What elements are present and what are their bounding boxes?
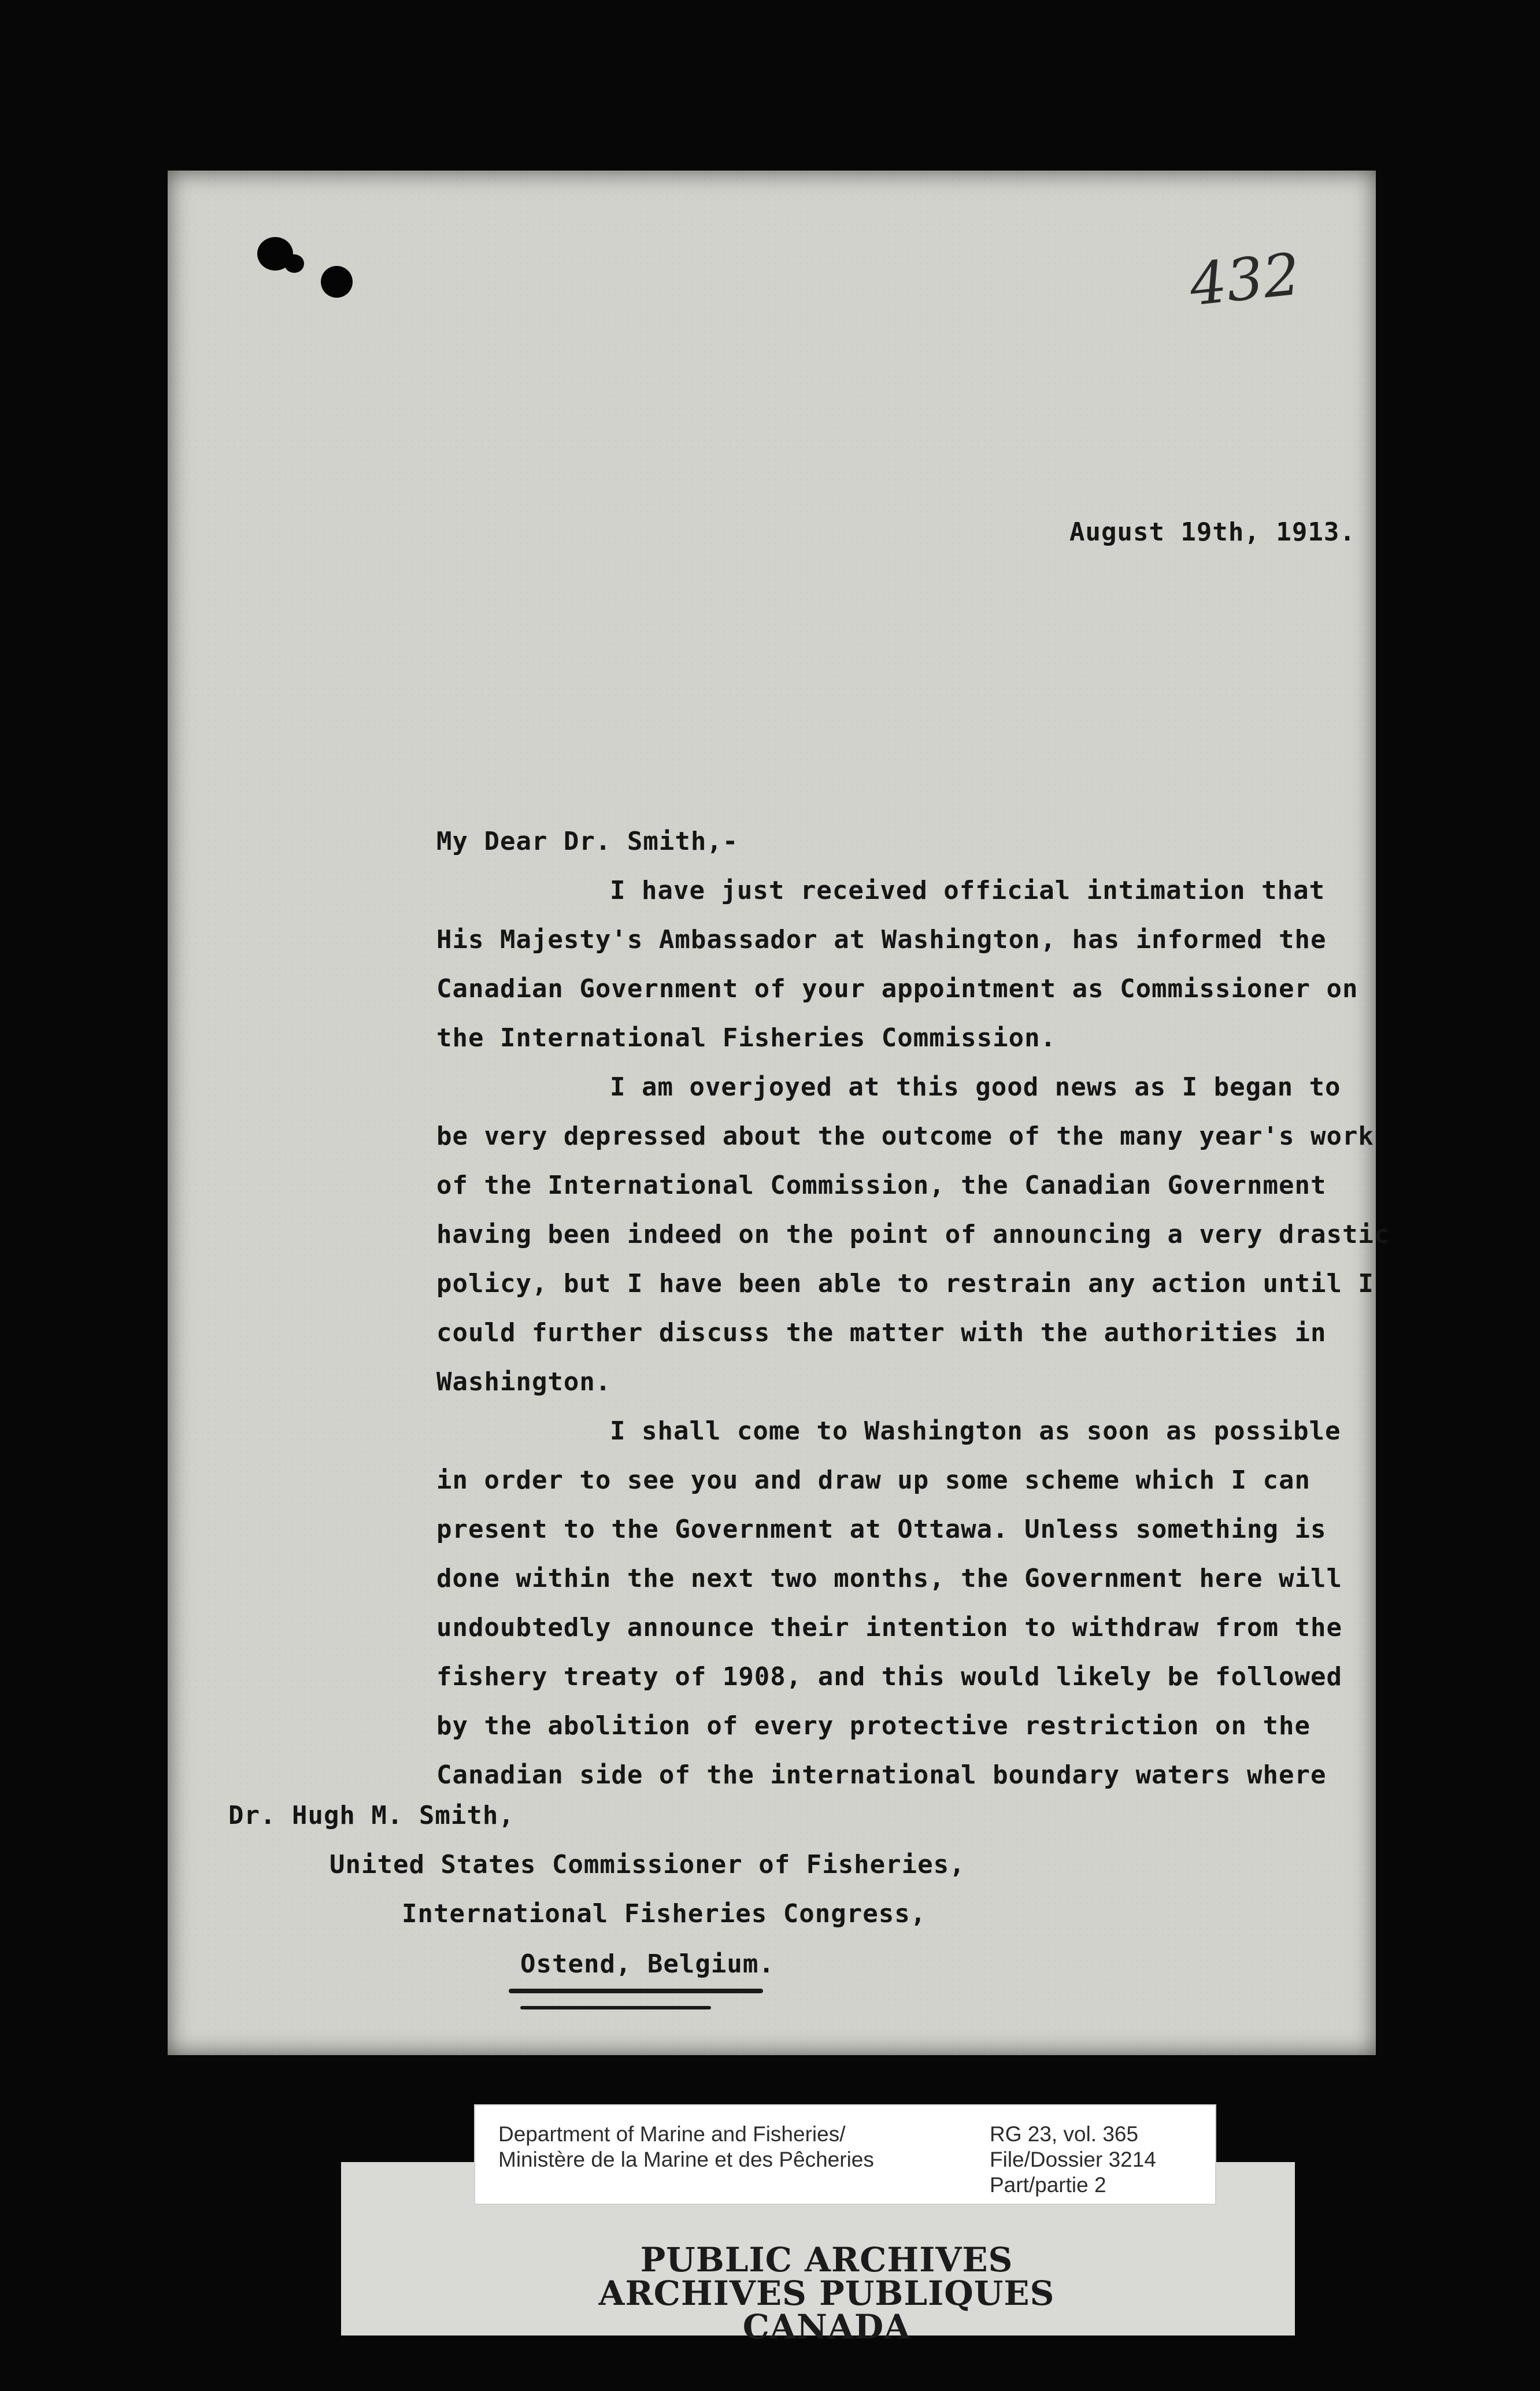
punch-hole-3	[321, 266, 353, 298]
body-line: present to the Government at Ottawa. Unless something is	[436, 1515, 1327, 1544]
part-number: Part/partie 2	[990, 2173, 1106, 2197]
record-group: RG 23, vol. 365	[990, 2122, 1139, 2146]
public-archives-stamp	[567, 2240, 1087, 2346]
salutation: My Dear Dr. Smith,-	[436, 827, 739, 856]
addressee-location: Ostend, Belgium.	[520, 1949, 775, 1979]
body-line: done within the next two months, the Government here will	[436, 1564, 1342, 1593]
body-line: I shall come to Washington as soon as possible	[610, 1416, 1341, 1446]
handwritten-underline	[509, 1989, 763, 1993]
letter-date: August 19th, 1913.	[1069, 517, 1356, 547]
archive-reference	[990, 2122, 1156, 2198]
body-line: policy, but I have been able to restrain any action until I	[436, 1269, 1374, 1298]
body-line: by the abolition of every protective restriction on the	[436, 1711, 1311, 1741]
stamp-line-2: ARCHIVES PUBLIQUES	[598, 2274, 1055, 2313]
body-line: Canadian side of the international boundary waters where	[436, 1760, 1327, 1790]
body-line: in order to see you and draw up some scheme which I can	[436, 1465, 1311, 1495]
file-number: File/Dossier 3214	[990, 2148, 1156, 2171]
addressee-title: United States Commissioner of Fisheries,	[330, 1850, 965, 1879]
body-line: having been indeed on the point of announcing a very drastic	[436, 1220, 1390, 1249]
stamp-line-3: CANADA	[742, 2307, 911, 2346]
handwritten-underline	[520, 2006, 711, 2009]
body-line: undoubtedly announce their intention to withdraw from the	[436, 1613, 1342, 1642]
stamp-line-1: PUBLIC ARCHIVES	[640, 2240, 1013, 2279]
archive-reference-label	[474, 2104, 1216, 2205]
body-line: of the International Commission, the Canadian Government	[436, 1171, 1327, 1200]
body-line: Canadian Government of your appointment as Commissioner on	[436, 974, 1358, 1004]
handwritten-page-number: 432	[1186, 240, 1304, 319]
body-line: I am overjoyed at this good news as I began to	[610, 1072, 1341, 1102]
archive-department	[498, 2122, 874, 2172]
body-line: I have just received official intimation that	[610, 876, 1326, 905]
body-line: be very depressed about the outcome of the many year's work	[436, 1122, 1374, 1151]
body-line: could further discuss the matter with the authorities in	[436, 1318, 1327, 1348]
body-line: the International Fisheries Commission.	[436, 1023, 1057, 1053]
punch-hole-2	[284, 254, 304, 273]
body-line: Washington.	[436, 1367, 612, 1397]
body-line: fishery treaty of 1908, and this would likely be followed	[436, 1662, 1342, 1692]
addressee-organization: International Fisheries Congress,	[402, 1899, 927, 1929]
body-line: His Majesty's Ambassador at Washington, has informed the	[436, 925, 1327, 954]
department-english: Department of Marine and Fisheries/	[498, 2122, 846, 2146]
addressee-name: Dr. Hugh M. Smith,	[228, 1801, 514, 1830]
department-french: Ministère de la Marine et des Pêcheries	[498, 2148, 874, 2171]
